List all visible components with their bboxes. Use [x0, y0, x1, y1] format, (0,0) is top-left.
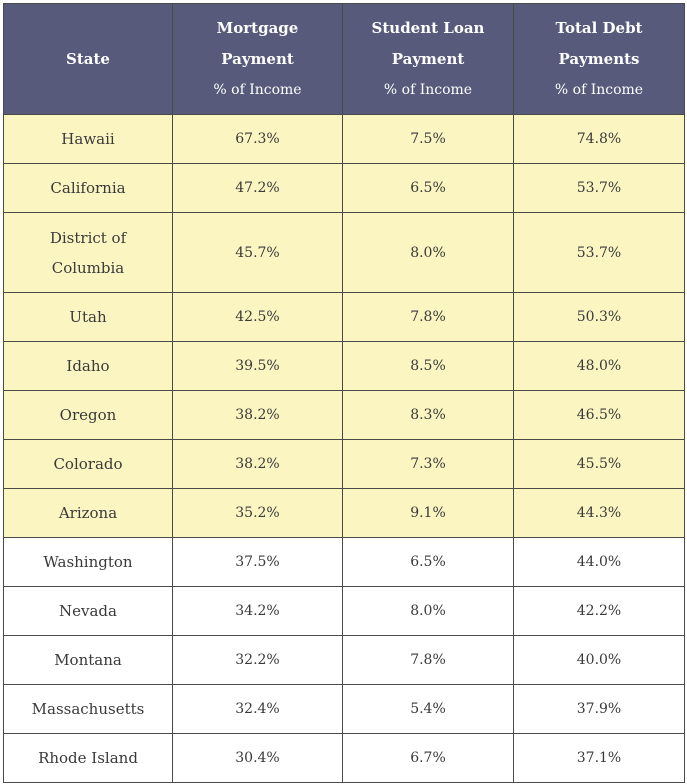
- cell-state: Massachusetts: [4, 685, 173, 734]
- cell-total-debt-payments: 44.0%: [514, 538, 685, 587]
- table-row: [4, 391, 685, 440]
- table-row: [4, 440, 685, 489]
- cell-total-debt-payments: 50.3%: [514, 293, 685, 342]
- column-header-title: Mortgage Payment: [216, 18, 299, 68]
- cell-student-loan-payment: 7.8%: [343, 293, 514, 342]
- cell-state: District of Columbia: [4, 213, 173, 293]
- cell-state: Montana: [4, 636, 173, 685]
- table-row: [4, 342, 685, 391]
- table-row: [4, 685, 685, 734]
- cell-mortgage-payment: 30.4%: [173, 734, 343, 783]
- cell-mortgage-payment: 37.5%: [173, 538, 343, 587]
- cell-mortgage-payment: 32.4%: [173, 685, 343, 734]
- cell-total-debt-payments: 44.3%: [514, 489, 685, 538]
- table-row: [4, 538, 685, 587]
- cell-mortgage-payment: 32.2%: [173, 636, 343, 685]
- cell-state: Idaho: [4, 342, 173, 391]
- cell-mortgage-payment: 42.5%: [173, 293, 343, 342]
- table-header: [4, 4, 685, 115]
- cell-student-loan-payment: 8.3%: [343, 391, 514, 440]
- cell-mortgage-payment: 34.2%: [173, 587, 343, 636]
- cell-total-debt-payments: 42.2%: [514, 587, 685, 636]
- cell-student-loan-payment: 9.1%: [343, 489, 514, 538]
- cell-state: Colorado: [4, 440, 173, 489]
- cell-mortgage-payment: 67.3%: [173, 115, 343, 164]
- cell-student-loan-payment: 8.5%: [343, 342, 514, 391]
- cell-total-debt-payments: 74.8%: [514, 115, 685, 164]
- cell-total-debt-payments: 53.7%: [514, 213, 685, 293]
- cell-state: California: [4, 164, 173, 213]
- cell-mortgage-payment: 47.2%: [173, 164, 343, 213]
- cell-total-debt-payments: 53.7%: [514, 164, 685, 213]
- cell-student-loan-payment: 8.0%: [343, 587, 514, 636]
- column-header-student-loan: [343, 4, 514, 115]
- cell-student-loan-payment: 6.5%: [343, 164, 514, 213]
- column-header-title: Student Loan Payment: [371, 18, 485, 68]
- cell-student-loan-payment: 5.4%: [343, 685, 514, 734]
- cell-total-debt-payments: 45.5%: [514, 440, 685, 489]
- column-header-title: Total Debt Payments: [555, 18, 643, 68]
- column-header-mortgage: [173, 4, 343, 115]
- table-row: [4, 164, 685, 213]
- cell-state: Arizona: [4, 489, 173, 538]
- table-row: [4, 489, 685, 538]
- cell-state: Washington: [4, 538, 173, 587]
- header-row: [4, 4, 685, 115]
- cell-total-debt-payments: 37.1%: [514, 734, 685, 783]
- cell-state: Rhode Island: [4, 734, 173, 783]
- table-row: [4, 636, 685, 685]
- cell-state: Oregon: [4, 391, 173, 440]
- column-header-subtitle: % of Income: [213, 81, 302, 98]
- table-row: [4, 587, 685, 636]
- cell-state: Hawaii: [4, 115, 173, 164]
- cell-student-loan-payment: 6.5%: [343, 538, 514, 587]
- cell-student-loan-payment: 6.7%: [343, 734, 514, 783]
- cell-student-loan-payment: 8.0%: [343, 213, 514, 293]
- cell-mortgage-payment: 35.2%: [173, 489, 343, 538]
- cell-mortgage-payment: 38.2%: [173, 391, 343, 440]
- table-row: [4, 213, 685, 293]
- column-header-title: State: [66, 49, 110, 68]
- cell-total-debt-payments: 48.0%: [514, 342, 685, 391]
- table-body: [4, 115, 685, 783]
- cell-mortgage-payment: 39.5%: [173, 342, 343, 391]
- debt-payments-table: [3, 3, 685, 783]
- column-header-subtitle: % of Income: [383, 81, 473, 98]
- cell-state: Nevada: [4, 587, 173, 636]
- cell-student-loan-payment: 7.5%: [343, 115, 514, 164]
- cell-total-debt-payments: 46.5%: [514, 391, 685, 440]
- cell-state: Utah: [4, 293, 173, 342]
- table-row: [4, 293, 685, 342]
- column-header-state: [4, 4, 173, 115]
- column-header-total-debt: [514, 4, 685, 115]
- cell-total-debt-payments: 40.0%: [514, 636, 685, 685]
- cell-mortgage-payment: 38.2%: [173, 440, 343, 489]
- table-row: [4, 734, 685, 783]
- cell-student-loan-payment: 7.3%: [343, 440, 514, 489]
- cell-student-loan-payment: 7.8%: [343, 636, 514, 685]
- column-header-subtitle: % of Income: [554, 81, 644, 98]
- table-row: [4, 115, 685, 164]
- cell-mortgage-payment: 45.7%: [173, 213, 343, 293]
- cell-total-debt-payments: 37.9%: [514, 685, 685, 734]
